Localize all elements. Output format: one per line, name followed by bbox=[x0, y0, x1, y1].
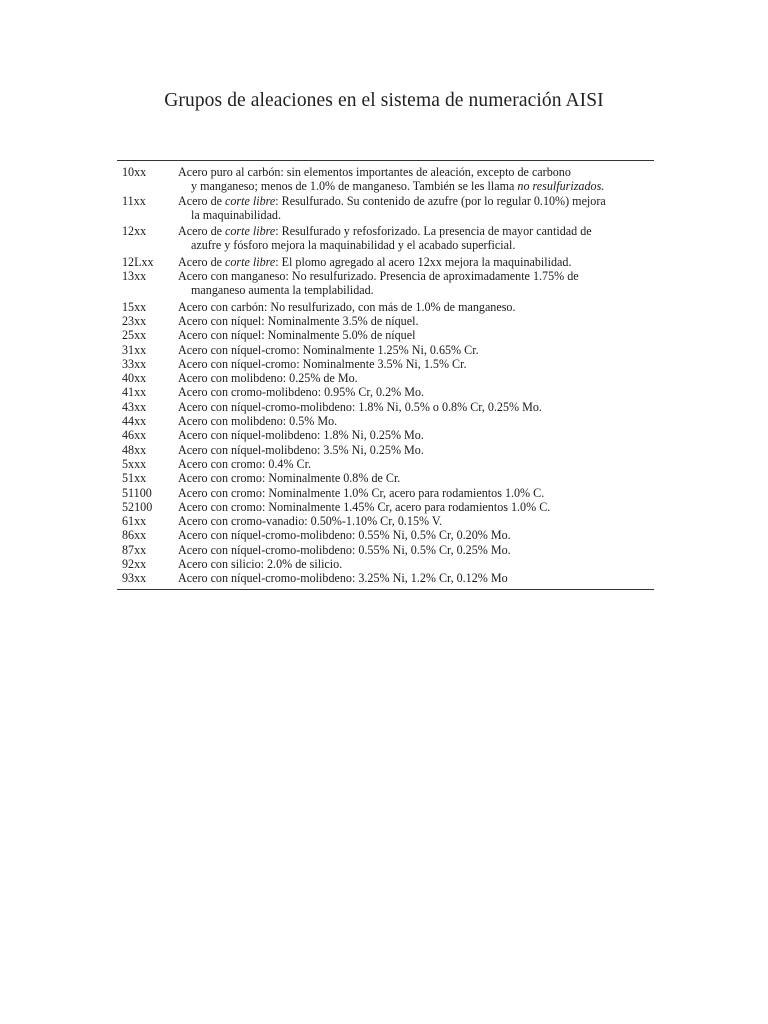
alloy-description: Acero con molibdeno: 0.5% Mo. bbox=[178, 414, 338, 429]
table-row bbox=[120, 557, 654, 571]
description-text: Acero de bbox=[178, 254, 226, 269]
table-row bbox=[120, 457, 654, 471]
bottom-rule bbox=[117, 589, 654, 590]
alloy-description: Acero con níquel: Nominalmente 5.0% de níquel bbox=[178, 328, 416, 343]
alloy-code: 25xx bbox=[122, 328, 147, 343]
alloy-code: 10xx bbox=[122, 165, 147, 179]
alloy-description bbox=[178, 194, 654, 223]
alloy-code: 15xx bbox=[122, 299, 147, 314]
alloy-code: 43xx bbox=[122, 399, 147, 414]
description-line: Acero con manganeso: No resulfurizado. Presencia de aproximadamente 1.75% de bbox=[178, 269, 579, 284]
alloy-code: 12Lxx bbox=[122, 254, 154, 269]
table-row bbox=[120, 500, 654, 514]
alloy-code: 13xx bbox=[122, 269, 147, 284]
alloy-description: Acero con níquel-cromo-molibdeno: 1.8% Ni, 0.5% o 0.8% Cr, 0.25% Mo. bbox=[178, 399, 542, 414]
top-rule bbox=[117, 160, 654, 161]
table-row bbox=[120, 528, 654, 542]
alloy-description bbox=[178, 224, 654, 253]
alloy-code: 46xx bbox=[122, 428, 147, 443]
table-row bbox=[120, 343, 654, 357]
description-text: Acero de bbox=[178, 224, 226, 239]
alloy-description: Acero con carbón: No resulfurizado, con más de 1.0% de manganeso. bbox=[178, 299, 516, 314]
alloy-description: Acero con molibdeno: 0.25% de Mo. bbox=[178, 371, 358, 386]
table-row bbox=[120, 224, 654, 253]
table-row bbox=[120, 165, 654, 194]
alloy-code: 31xx bbox=[122, 342, 147, 357]
description-italic: no resulfurizados. bbox=[517, 179, 605, 194]
description-text: : El plomo agregado al acero 12xx mejora la maquinabilidad. bbox=[275, 254, 572, 269]
alloy-description: Acero con níquel-molibdeno: 1.8% Ni, 0.25% Mo. bbox=[178, 428, 424, 443]
alloy-description: Acero con cromo: 0.4% Cr. bbox=[178, 456, 311, 471]
alloy-code: 40xx bbox=[122, 371, 147, 386]
table-row bbox=[120, 371, 654, 385]
alloy-description: Acero con níquel-cromo: Nominalmente 3.5% Ni, 1.5% Cr. bbox=[178, 356, 467, 371]
alloy-code: 23xx bbox=[122, 313, 147, 328]
alloy-code: 44xx bbox=[122, 414, 147, 429]
alloy-code: 52100 bbox=[122, 499, 153, 514]
description-text: Acero de bbox=[178, 193, 226, 208]
table-row bbox=[120, 428, 654, 442]
alloy-description: Acero con níquel-cromo-molibdeno: 3.25% Ni, 1.2% Cr, 0.12% Mo bbox=[178, 571, 508, 586]
table-row bbox=[120, 357, 654, 371]
table-row bbox=[120, 514, 654, 528]
description-text: y manganeso; menos de 1.0% de manganeso. También se les llama bbox=[191, 179, 518, 194]
table-row bbox=[120, 385, 654, 399]
description-italic: corte libre bbox=[225, 193, 276, 208]
alloy-code: 11xx bbox=[122, 193, 146, 208]
table-row bbox=[120, 486, 654, 500]
description-italic: corte libre bbox=[225, 254, 276, 269]
alloy-code: 5xxx bbox=[122, 456, 147, 471]
table-row bbox=[120, 328, 654, 342]
alloy-code: 51xx bbox=[122, 471, 147, 486]
description-continuation bbox=[178, 179, 654, 193]
alloy-code: 92xx bbox=[122, 557, 147, 572]
table-row bbox=[120, 269, 654, 298]
alloy-description: Acero con níquel-cromo: Nominalmente 1.25% Ni, 0.65% Cr. bbox=[178, 342, 479, 357]
alloy-code: 87xx bbox=[122, 542, 147, 557]
alloy-description: Acero con níquel-molibdeno: 3.5% Ni, 0.25% Mo. bbox=[178, 442, 424, 457]
alloy-description bbox=[178, 269, 654, 298]
page-title: Grupos de aleaciones en el sistema de numeración AISI bbox=[164, 90, 604, 111]
table-row bbox=[120, 314, 654, 328]
alloy-description: Acero con cromo: Nominalmente 0.8% de Cr. bbox=[178, 471, 401, 486]
alloy-description: Acero con níquel-cromo-molibdeno: 0.55% Ni, 0.5% Cr, 0.20% Mo. bbox=[178, 528, 511, 543]
alloy-description bbox=[178, 165, 654, 194]
description-continuation: la maquinabilidad. bbox=[191, 207, 282, 222]
description-continuation: azufre y fósforo mejora la maquinabilidad y el acabado superficial. bbox=[191, 238, 516, 253]
table-row bbox=[120, 543, 654, 557]
alloy-code: 41xx bbox=[122, 385, 147, 400]
alloy-description: Acero con silicio: 2.0% de silicio. bbox=[178, 557, 343, 572]
description-text: : Resulfurado y refosforizado. La presencia de mayor cantidad de bbox=[275, 224, 592, 239]
table-row bbox=[120, 571, 654, 585]
alloy-description: Acero con níquel: Nominalmente 3.5% de níquel. bbox=[178, 313, 419, 328]
alloy-code: 61xx bbox=[122, 514, 147, 529]
alloy-description: Acero con cromo: Nominalmente 1.0% Cr, acero para rodamientos 1.0% C. bbox=[178, 485, 545, 500]
description-text: : Resulfurado. Su contenido de azufre (por lo regular 0.10%) mejora bbox=[275, 193, 606, 208]
table-row bbox=[120, 194, 654, 223]
alloy-code: 33xx bbox=[122, 356, 147, 371]
alloy-description bbox=[178, 255, 654, 269]
alloy-code: 12xx bbox=[122, 224, 147, 239]
description-italic: corte libre bbox=[225, 224, 276, 239]
aisi-alloy-table bbox=[120, 165, 654, 586]
table-row bbox=[120, 300, 654, 314]
table-row bbox=[120, 443, 654, 457]
description-continuation: manganeso aumenta la templabilidad. bbox=[191, 283, 374, 298]
alloy-code: 93xx bbox=[122, 571, 147, 586]
description-line: Acero puro al carbón: sin elementos importantes de aleación, excepto de carbono bbox=[178, 165, 571, 179]
table-row bbox=[120, 471, 654, 485]
alloy-description: Acero con níquel-cromo-molibdeno: 0.55% Ni, 0.5% Cr, 0.25% Mo. bbox=[178, 542, 511, 557]
alloy-description: Acero con cromo-vanadio: 0.50%-1.10% Cr, 0.15% V. bbox=[178, 514, 443, 529]
alloy-code: 51100 bbox=[122, 485, 152, 500]
table-row bbox=[120, 414, 654, 428]
alloy-description: Acero con cromo-molibdeno: 0.95% Cr, 0.2% Mo. bbox=[178, 385, 425, 400]
alloy-description: Acero con cromo: Nominalmente 1.45% Cr, acero para rodamientos 1.0% C. bbox=[178, 499, 551, 514]
table-row bbox=[120, 255, 654, 269]
alloy-code: 48xx bbox=[122, 442, 147, 457]
table-row bbox=[120, 400, 654, 414]
alloy-code: 86xx bbox=[122, 528, 147, 543]
